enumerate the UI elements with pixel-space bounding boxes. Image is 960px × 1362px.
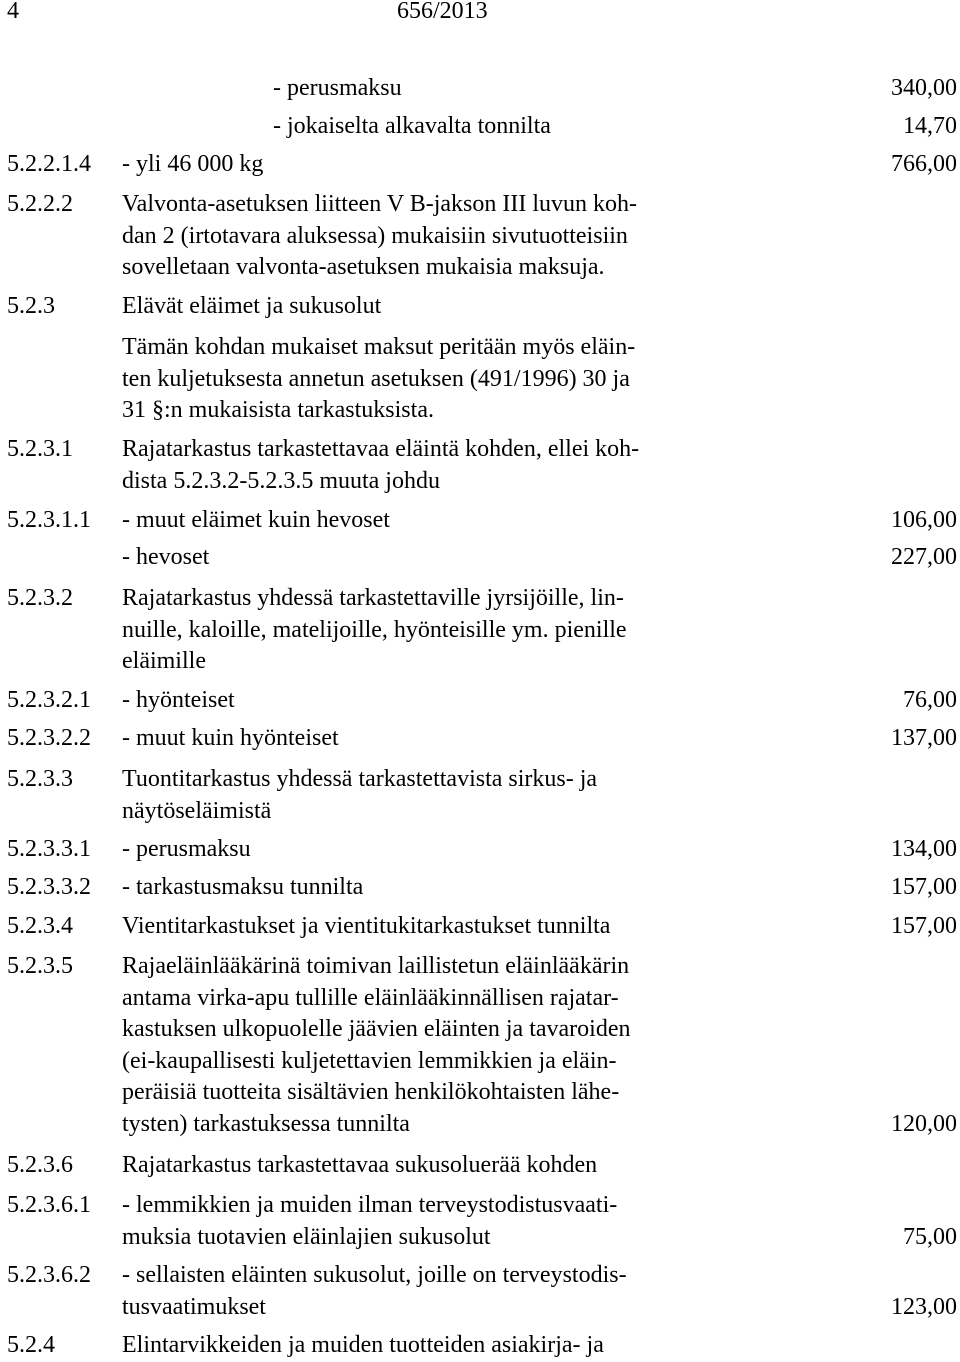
item-description bbox=[122, 911, 732, 943]
section-number: 5.2.3 bbox=[7, 293, 55, 319]
fee-amount: 157,00 bbox=[891, 913, 957, 939]
section-number: 5.2.3.2 bbox=[7, 585, 73, 611]
fee-amount: 137,00 bbox=[891, 725, 957, 751]
description-line: (ei-kaupallisesti kuljetettavien lemmikkien ja eläin- bbox=[122, 1047, 617, 1074]
description-line: dan 2 (irtotavara aluksessa) mukaisiin sivutuotteisiin bbox=[122, 222, 628, 249]
item-description bbox=[122, 542, 732, 574]
description-line: muksia tuotavien eläinlajien sukusolut bbox=[122, 1223, 491, 1250]
description-line: Elintarvikkeiden ja muiden tuotteiden asiakirja- ja bbox=[122, 1332, 604, 1358]
item-description bbox=[122, 291, 732, 323]
description-line: sovelletaan valvonta-asetuksen mukaisia maksuja. bbox=[122, 254, 605, 280]
fee-amount: 134,00 bbox=[891, 836, 957, 862]
description-line: Rajatarkastus tarkastettavaa sukusoluerää kohden bbox=[122, 1152, 598, 1178]
section-number: 5.2.3.3 bbox=[7, 766, 73, 792]
fee-amount: 227,00 bbox=[891, 544, 957, 570]
item-description bbox=[122, 189, 732, 284]
description-line: näytöseläimistä bbox=[122, 797, 272, 824]
item-description bbox=[122, 872, 732, 904]
item-description bbox=[122, 764, 732, 827]
section-number: 5.2.2.2 bbox=[7, 191, 73, 217]
description-line: - tarkastusmaksu tunnilta bbox=[122, 874, 364, 900]
section-number: 5.2.3.4 bbox=[7, 913, 73, 939]
description-line: - muut eläimet kuin hevoset bbox=[122, 507, 390, 533]
description-line: Valvonta-asetuksen liitteen V B-jakson III luvun koh- bbox=[122, 191, 638, 217]
description-line: - perusmaksu bbox=[122, 836, 251, 862]
description-line: Tämän kohdan mukaiset maksut peritään myös eläin- bbox=[122, 334, 636, 360]
description-line: eläimille bbox=[122, 648, 206, 674]
fee-amount: 75,00 bbox=[903, 1223, 957, 1250]
item-description bbox=[122, 1190, 732, 1253]
section-number: 5.2.3.3.1 bbox=[7, 836, 91, 862]
description-line: dista 5.2.3.2-5.2.3.5 muuta johdu bbox=[122, 467, 440, 494]
description-line: Rajaeläinlääkärinä toimivan laillistetun eläinlääkärin bbox=[122, 953, 630, 979]
item-description bbox=[122, 685, 732, 717]
item-description bbox=[122, 723, 732, 755]
description-line: - jokaiselta alkavalta tonnilta bbox=[273, 113, 551, 139]
description-line: - yli 46 000 kg bbox=[122, 151, 264, 177]
section-number: 5.2.3.5 bbox=[7, 953, 73, 979]
description-line: - muut kuin hyönteiset bbox=[122, 725, 339, 751]
item-description bbox=[273, 111, 883, 143]
description-line: - hevoset bbox=[122, 544, 210, 570]
description-line: Vientitarkastukset ja vientitukitarkastukset tunnilta bbox=[122, 913, 611, 939]
section-number: 5.2.3.2.2 bbox=[7, 725, 91, 751]
item-description bbox=[122, 505, 732, 537]
item-description bbox=[122, 1150, 732, 1182]
fee-amount: 14,70 bbox=[903, 113, 957, 139]
item-description bbox=[122, 332, 732, 427]
section-number: 5.2.3.6.1 bbox=[7, 1192, 91, 1218]
item-description bbox=[122, 834, 732, 866]
description-line: ten kuljetuksesta annetun asetuksen (491/1996) 30 ja bbox=[122, 365, 630, 392]
description-line: kastuksen ulkopuolelle jäävien eläinten ja tavaroiden bbox=[122, 1016, 631, 1042]
page-number: 4 bbox=[7, 0, 19, 24]
section-number: 5.2.3.6 bbox=[7, 1152, 73, 1178]
description-line: Rajatarkastus tarkastettavaa eläintä kohden, ellei koh- bbox=[122, 436, 640, 462]
section-number: 5.2.3.1.1 bbox=[7, 507, 91, 533]
fee-amount: 123,00 bbox=[891, 1293, 957, 1320]
item-description bbox=[122, 1260, 732, 1323]
description-line: - sellaisten eläinten sukusolut, joille on terveystodis- bbox=[122, 1262, 627, 1288]
fee-amount: 157,00 bbox=[891, 874, 957, 900]
section-number: 5.2.3.2.1 bbox=[7, 687, 91, 713]
description-line: Rajatarkastus yhdessä tarkastettaville jyrsijöille, lin- bbox=[122, 585, 624, 611]
description-line: peräisiä tuotteita sisältävien henkilökohtaisten lähe- bbox=[122, 1079, 620, 1105]
section-number: 5.2.3.6.2 bbox=[7, 1262, 91, 1288]
description-line: Elävät eläimet ja sukusolut bbox=[122, 293, 382, 319]
fee-amount: 76,00 bbox=[903, 687, 957, 713]
item-description bbox=[122, 583, 732, 678]
description-line: 31 §:n mukaisista tarkastuksista. bbox=[122, 397, 434, 423]
item-description bbox=[122, 1330, 732, 1362]
section-number: 5.2.4 bbox=[7, 1332, 55, 1358]
item-description bbox=[122, 951, 732, 1140]
fee-amount: 340,00 bbox=[891, 75, 957, 101]
item-description bbox=[122, 149, 732, 181]
section-number: 5.2.2.1.4 bbox=[7, 151, 91, 177]
description-line: - perusmaksu bbox=[273, 75, 402, 101]
description-line: Tuontitarkastus yhdessä tarkastettavista sirkus- ja bbox=[122, 766, 598, 792]
item-description bbox=[122, 434, 732, 497]
description-line: nuille, kaloille, matelijoille, hyönteisille ym. pienille bbox=[122, 616, 627, 643]
fee-amount: 120,00 bbox=[891, 1110, 957, 1137]
description-line: antama virka-apu tullille eläinlääkinnällisen rajatar- bbox=[122, 984, 619, 1011]
description-line: tusvaatimukset bbox=[122, 1293, 266, 1320]
description-line: tysten) tarkastuksessa tunnilta bbox=[122, 1110, 410, 1137]
section-number: 5.2.3.1 bbox=[7, 436, 73, 462]
section-number: 5.2.3.3.2 bbox=[7, 874, 91, 900]
item-description bbox=[273, 73, 883, 105]
fee-amount: 766,00 bbox=[891, 151, 957, 177]
document-number: 656/2013 bbox=[397, 0, 488, 24]
description-line: - hyönteiset bbox=[122, 687, 235, 713]
fee-amount: 106,00 bbox=[891, 507, 957, 533]
description-line: - lemmikkien ja muiden ilman terveystodistusvaati- bbox=[122, 1192, 618, 1218]
